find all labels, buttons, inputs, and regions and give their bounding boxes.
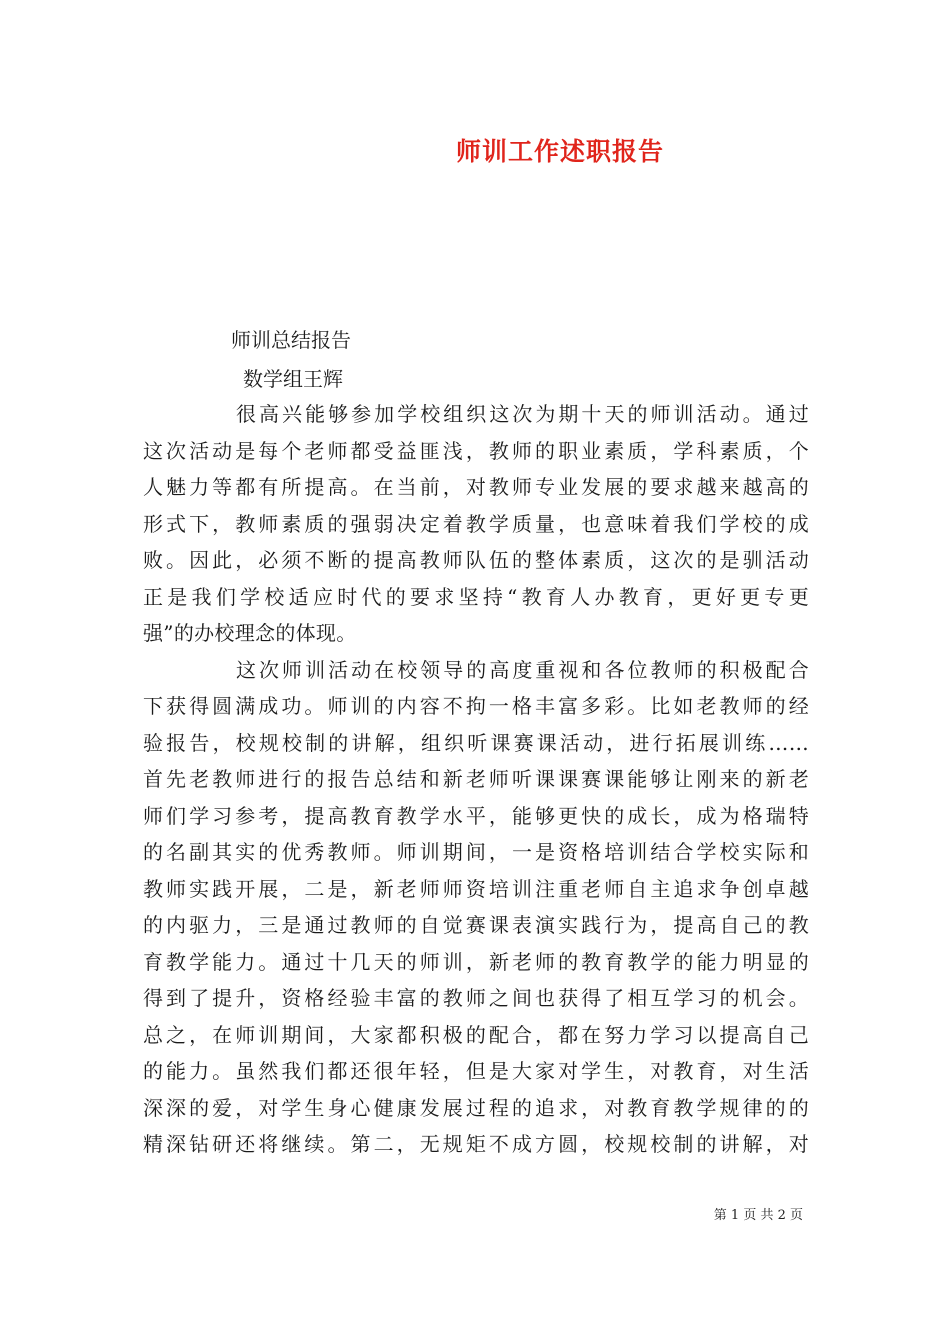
text-line: 正是我们学校适应时代的要求坚持“教育人办教育，更好更专更: [143, 584, 809, 609]
text-line: 下获得圆满成功。师训的内容不拘一格丰富多彩。比如老教师的经: [143, 694, 809, 718]
text-line: 教师实践开展，二是，新老师师资培训注重老师自主追求争创卓越: [143, 876, 809, 901]
text-line: 的能力。虽然我们都还很年轻，但是大家对学生，对教育，对生活: [143, 1059, 809, 1083]
text-line: 很高兴能够参加学校组织这次为期十天的师训活动。通过: [236, 402, 809, 426]
text-line: 验报告，校规校制的讲解，组织听课赛课活动，进行拓展训练……: [143, 730, 809, 755]
text-line: 师们学习参考，提高教育教学水平，能够更快的成长，成为格瑞特: [143, 803, 809, 828]
text-line: 精深钻研还将继续。第二，无规矩不成方圆，校规校制的讲解，对: [143, 1132, 809, 1156]
text-line: 的名副其实的优秀教师。师训期间，一是资格培训结合学校实际和: [143, 840, 809, 864]
page-number: 第 1 页 共 2 页: [713, 1208, 803, 1223]
text-line: 育教学能力。通过十几天的师训，新老师的教育教学的能力明显的: [143, 949, 809, 974]
text-line: 形式下，教师素质的强弱决定着教学质量，也意味着我们学校的成: [143, 511, 809, 536]
text-line: 这次师训活动在校领导的高度重视和各位教师的积极配合: [236, 657, 809, 682]
text-line: 的内驱力，三是通过教师的自觉赛课表演实践行为，提高自己的教: [143, 913, 809, 937]
text-line: 人魅力等都有所提高。在当前，对教师专业发展的要求越来越高的: [143, 475, 809, 499]
text-line: 首先老教师进行的报告总结和新老师听课课赛课能够让刚来的新老: [143, 767, 809, 791]
text-line: 败。因此，必须不断的提高教师队伍的整体素质，这次的是驯活动: [143, 548, 809, 572]
document-title: 师训工作述职报告: [455, 137, 664, 166]
text-line: 深深的爱，对学生身心健康发展过程的追求，对教育教学规律的的: [143, 1095, 809, 1120]
text-line: 总之，在师训期间，大家都积极的配合，都在努力学习以提高自己: [143, 1022, 809, 1047]
body-text: [143, 396, 809, 1163]
report-subtitle: 师训总结报告: [231, 328, 351, 352]
text-line: 这次活动是每个老师都受益匪浅，教师的职业素质，学科素质，个: [143, 438, 809, 463]
text-line: 强”的办校理念的体现。: [143, 621, 357, 645]
author-line: 数学组王辉: [243, 367, 343, 391]
text-line: 得到了提升，资格经验丰富的教师之间也获得了相互学习的机会。: [143, 986, 809, 1010]
